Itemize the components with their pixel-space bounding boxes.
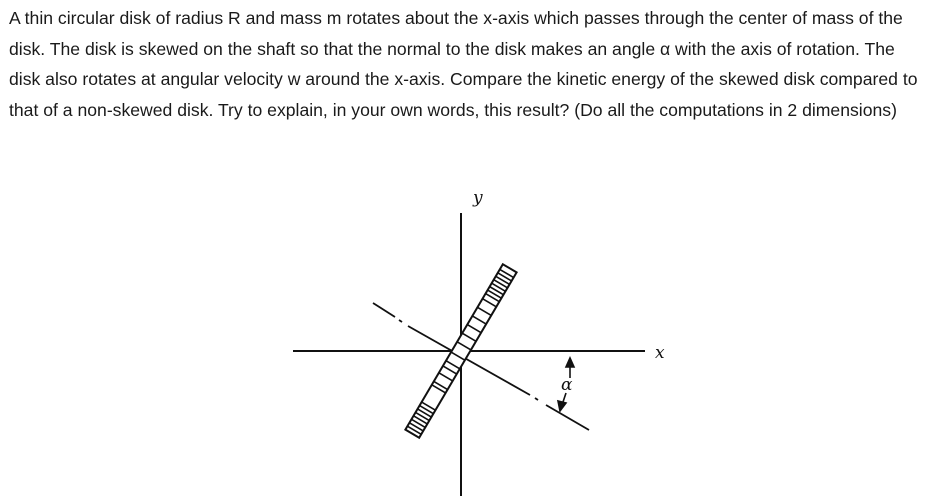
angle-alpha-label: α xyxy=(561,375,573,395)
y-axis-label: y xyxy=(473,188,483,208)
problem-statement: A thin circular disk of radius R and mass m rotates about the x-axis which passes through the center of mass of the disk. The disk is skewed on the shaft so that the normal to the disk makes an angle α with the axis of rotation. The disk also rotates at angular velocity w around the x-axis. Compare the kinetic energy of the skewed disk compared to that of a non-skewed disk. Try to explain, in your own words, this result? (Do all the computations in 2 dimensions) xyxy=(9,8,918,120)
x-axis-label: x xyxy=(655,343,665,363)
